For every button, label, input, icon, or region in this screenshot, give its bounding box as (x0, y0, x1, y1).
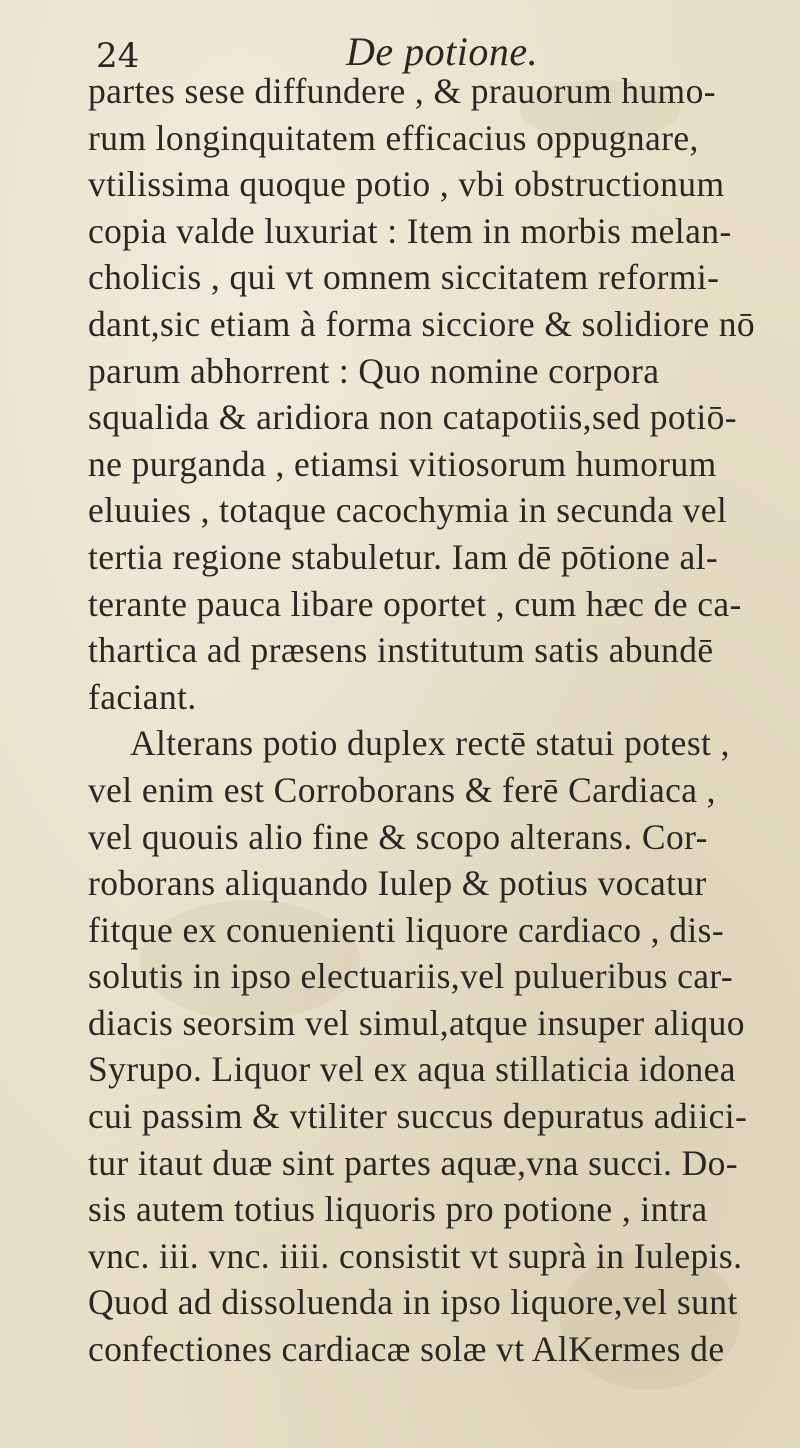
text-line: roborans aliquando Iulep & potius vocatur (88, 863, 707, 904)
text-line: copia valde luxuriat : Item in morbis melan- (88, 210, 732, 251)
text-line: squalida & aridiora non catapotiis,sed potiō- (88, 397, 737, 438)
text-line: rum longinquitatem efficacius oppugnare, (88, 117, 699, 158)
text-line: confectiones cardiacæ solæ vt AlKermes de (88, 1329, 725, 1370)
text-line: ne purganda , etiamsi vitiosorum humorum (88, 443, 717, 484)
page-number: 24 (96, 36, 140, 76)
text-line: Syrupo. Liquor vel ex aqua stillaticia idonea (88, 1049, 736, 1090)
text-line: Alterans potio duplex rectē statui potest , (130, 723, 730, 764)
text-line: vel quouis alio fine & scopo alterans. Cor- (88, 816, 708, 857)
text-line: tur itaut duæ sint partes aquæ,vna succi. Do- (88, 1142, 738, 1183)
text-line: vtilissima quoque potio , vbi obstructionum (88, 164, 725, 205)
text-line: terante pauca libare oportet , cum hæc de ca- (88, 583, 742, 624)
running-title: De potione. (346, 29, 539, 74)
text-line: cholicis , qui vt omnem siccitatem reformi- (88, 257, 720, 298)
text-line: partes sese diffundere , & prauorum humo- (88, 71, 716, 111)
text-line: cui passim & vtiliter succus depuratus adiici- (88, 1096, 748, 1137)
text-line: dant,sic etiam à forma sicciore & solidiore nō (88, 303, 756, 344)
body-text (88, 68, 788, 1373)
text-line: parum abhorrent : Quo nomine corpora (88, 350, 660, 391)
text-line: tertia regione stabuletur. Iam dē pōtione al- (88, 536, 719, 577)
text-line: eluuies , totaque cacochymia in secunda vel (88, 490, 728, 531)
text-line: vnc. iii. vnc. iiii. consistit vt suprà in Iulepis. (88, 1235, 743, 1276)
text-line: fitque ex conuenienti liquore cardiaco , dis- (88, 909, 725, 950)
text-line: solutis in ipso electuariis,vel pulueribus car- (88, 956, 734, 997)
text-line: faciant. (88, 676, 197, 717)
text-line: sis autem totius liquoris pro potione , intra (88, 1189, 708, 1230)
text-line: diacis seorsim vel simul,atque insuper aliquo (88, 1002, 745, 1043)
text-line: Quod ad dissoluenda in ipso liquore,vel sunt (88, 1282, 738, 1323)
text-line: vel enim est Corroborans & ferē Cardiaca , (88, 769, 716, 810)
text-line: thartica ad præsens institutum satis abundē (88, 630, 714, 671)
